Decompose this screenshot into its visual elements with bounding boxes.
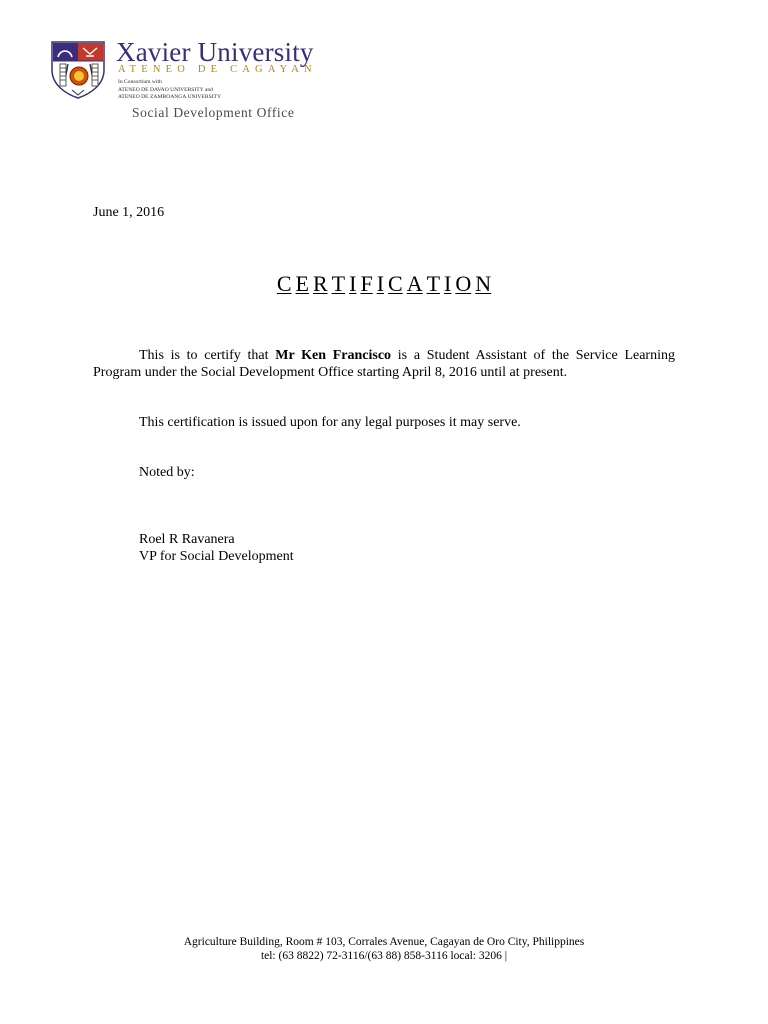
signer-name: Roel R Ravanera	[139, 532, 235, 547]
title-letter: I	[444, 271, 452, 296]
footer-address: Agriculture Building, Room # 103, Corrales Avenue, Cagayan de Oro City, Philippines	[183, 936, 585, 948]
letterhead	[50, 38, 350, 124]
title-letter: F	[360, 271, 373, 296]
title-letter: C	[276, 271, 292, 296]
title-letter: N	[475, 271, 492, 296]
title-letter: T	[426, 271, 441, 296]
title-letter: A	[406, 271, 423, 296]
consortium-line: In Consortium with	[118, 79, 162, 85]
certification-paragraph	[93, 347, 675, 381]
office-name: Social Development Office	[132, 105, 295, 120]
title-letter: R	[312, 271, 328, 296]
title-letter: C	[388, 271, 403, 296]
university-subtitle: ATENEO DE CAGAYAN	[118, 64, 317, 75]
footer	[0, 935, 768, 963]
consortium-line: ATENEO DE DAVAO UNIVERSITY and	[118, 86, 213, 93]
paragraph-rest: is a Student Assistant of the Service Learning Program under the Social Development Office starting April 8, 2016 until at present.	[93, 348, 675, 380]
university-crest-icon	[50, 40, 106, 100]
purpose-paragraph: This certification is issued upon for any legal purposes it may serve.	[139, 415, 521, 430]
title-letter: I	[376, 271, 385, 296]
university-name: Xavier University	[116, 37, 314, 67]
title-letter: O	[455, 271, 472, 296]
consortium-line: ATENEO DE ZAMBOANGA UNIVERSITY	[118, 94, 222, 101]
signer-title: VP for Social Development	[139, 549, 294, 564]
document-title	[0, 270, 768, 298]
title-letter: E	[295, 271, 309, 296]
paragraph-intro: This is to certify that	[139, 348, 276, 363]
title-letter: I	[349, 271, 357, 296]
title-letter: T	[331, 271, 346, 296]
noted-by-label: Noted by:	[139, 465, 195, 480]
footer-contact: tel: (63 8822) 72-3116/(63 88) 858-3116 local: 3206 |	[260, 950, 508, 962]
document-date: June 1, 2016	[93, 205, 165, 220]
consortium-text	[118, 79, 221, 102]
certified-person-name: Mr Ken Francisco	[275, 348, 392, 363]
